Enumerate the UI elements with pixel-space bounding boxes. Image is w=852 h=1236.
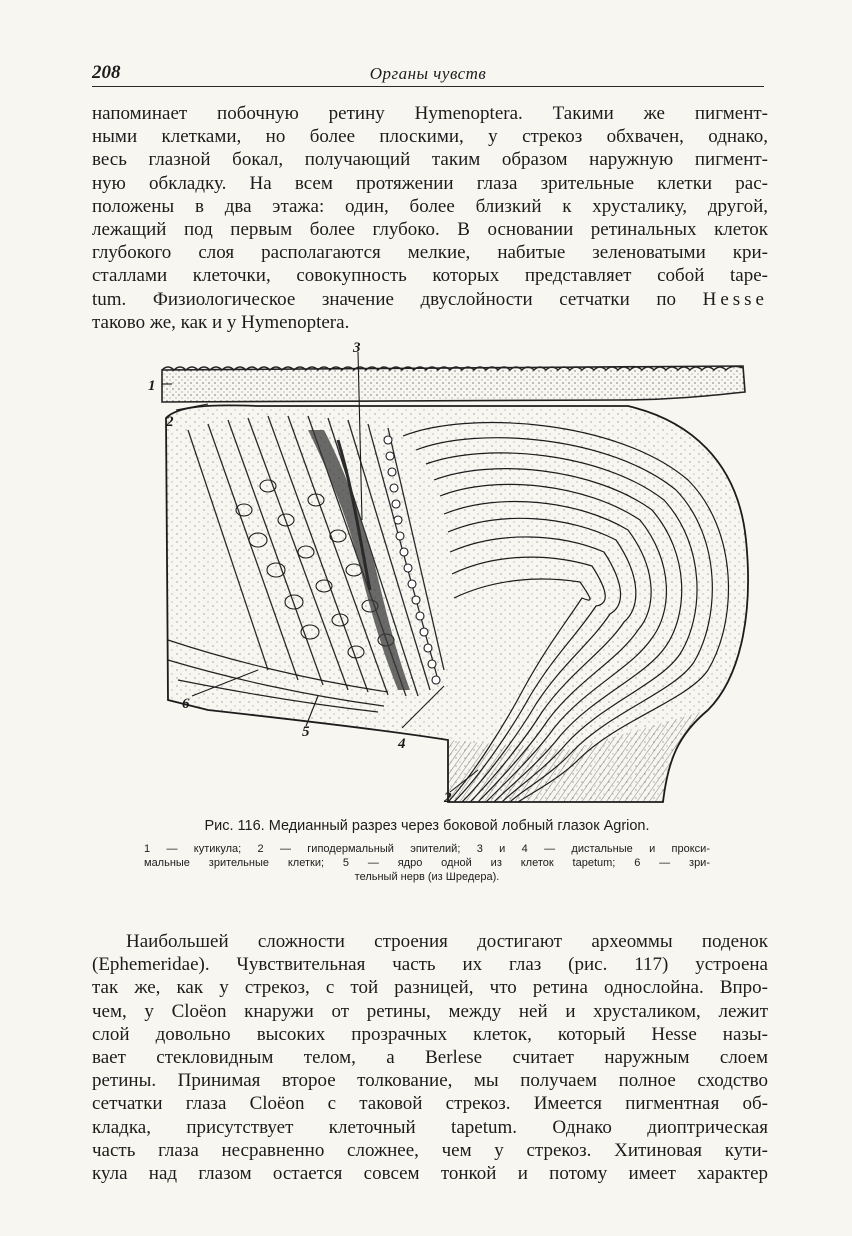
figure-label: 5 bbox=[302, 724, 310, 740]
text-line: сетчатки глаза Cloëon с таковой стрекоз. Имеется пигментная об- bbox=[92, 1093, 768, 1115]
text-line bbox=[92, 288, 768, 311]
text-fragment: tum. Физиологическое значение двуслойности сетчатки по bbox=[92, 288, 677, 310]
cuticle bbox=[162, 366, 745, 402]
text-line: ными клетками, но более плоскими, у стрекоз обхвачен, однако, bbox=[92, 126, 768, 148]
figure-eye-section bbox=[148, 340, 760, 810]
text-line: сталлами клеточки, совокупность которых представляет собой tape- bbox=[92, 265, 768, 287]
paragraph-1 bbox=[92, 102, 768, 334]
text-line: (Ephemeridae). Чувствительная часть их глаз (рис. 117) устроена bbox=[92, 954, 768, 976]
text-line: весь глазной бокал, получающий таким образом наружную пигмент- bbox=[92, 149, 768, 171]
figure-legend bbox=[144, 842, 710, 884]
page-number: 208 bbox=[92, 62, 121, 83]
legend-line: 1 — кутикула; 2 — гиподермальный эпителий; 3 и 4 — дистальные и прокси- bbox=[144, 843, 710, 855]
text-line: чем, у Cloëon кнаружи от ретины, между ней и хрусталиком, лежит bbox=[92, 1000, 768, 1022]
text-line: лежащий под первым более глубоко. В основании ретинальных клеток bbox=[92, 219, 768, 241]
eye-section-illustration bbox=[148, 340, 760, 810]
running-head: Органы чувств bbox=[369, 64, 487, 83]
legend-line: мальные зрительные клетки; 5 — ядро одной из клеток tapetum; 6 — зри- bbox=[144, 857, 710, 869]
text-line: так же, как у стрекоз, с той разницей, что ретина однослойна. Впро- bbox=[92, 977, 768, 999]
text-line: кула над глазом остается совсем тонкой и потому имеет характер bbox=[92, 1163, 768, 1185]
author-name: Hesse bbox=[702, 288, 768, 310]
text-line: ретины. Принимая второе толкование, мы получаем полное сходство bbox=[92, 1070, 768, 1092]
text-line: положены в два этажа: один, более близкий к хрусталику, другой, bbox=[92, 195, 768, 217]
figure-label: 3 bbox=[353, 340, 361, 356]
text-line: часть глаза несравненно сложнее, чем у стрекоз. Хитиновая кути- bbox=[92, 1139, 768, 1161]
legend-line: тельный нерв (из Шредера). bbox=[354, 871, 500, 883]
figure-caption: Рис. 116. Медианный разрез через боковой лобный глазок Agrion. bbox=[204, 818, 650, 834]
figure-label: 6 bbox=[182, 696, 190, 712]
text-line: слой довольно высоких прозрачных клеток, который Hesse назы- bbox=[92, 1023, 768, 1045]
paragraph-2 bbox=[92, 930, 768, 1185]
figure-label: 2 bbox=[444, 790, 452, 806]
text-line: таково же, как и у Hymenoptera. bbox=[92, 311, 350, 333]
text-line: вает стекловидным телом, а Berlese считает наружным слоем bbox=[92, 1047, 768, 1069]
text-line: ную обкладку. На всем протяжении глаза зрительные клетки рас- bbox=[92, 172, 768, 194]
text-line: глубокого слоя располагаются мелкие, набитые зеленоватыми кри- bbox=[92, 242, 768, 264]
figure-label: 2 bbox=[166, 414, 174, 430]
text-line: кладка, присутствует клеточный tapetum. Однако диоптрическая bbox=[92, 1116, 768, 1138]
page-header bbox=[92, 60, 764, 87]
figure-label: 4 bbox=[398, 736, 406, 752]
text-line: напоминает побочную ретину Hymenoptera. Такими же пигмент- bbox=[92, 103, 768, 124]
figure-label: 1 bbox=[148, 378, 156, 394]
text-line: Наибольшей сложности строения достигают археоммы поденок bbox=[126, 931, 768, 952]
